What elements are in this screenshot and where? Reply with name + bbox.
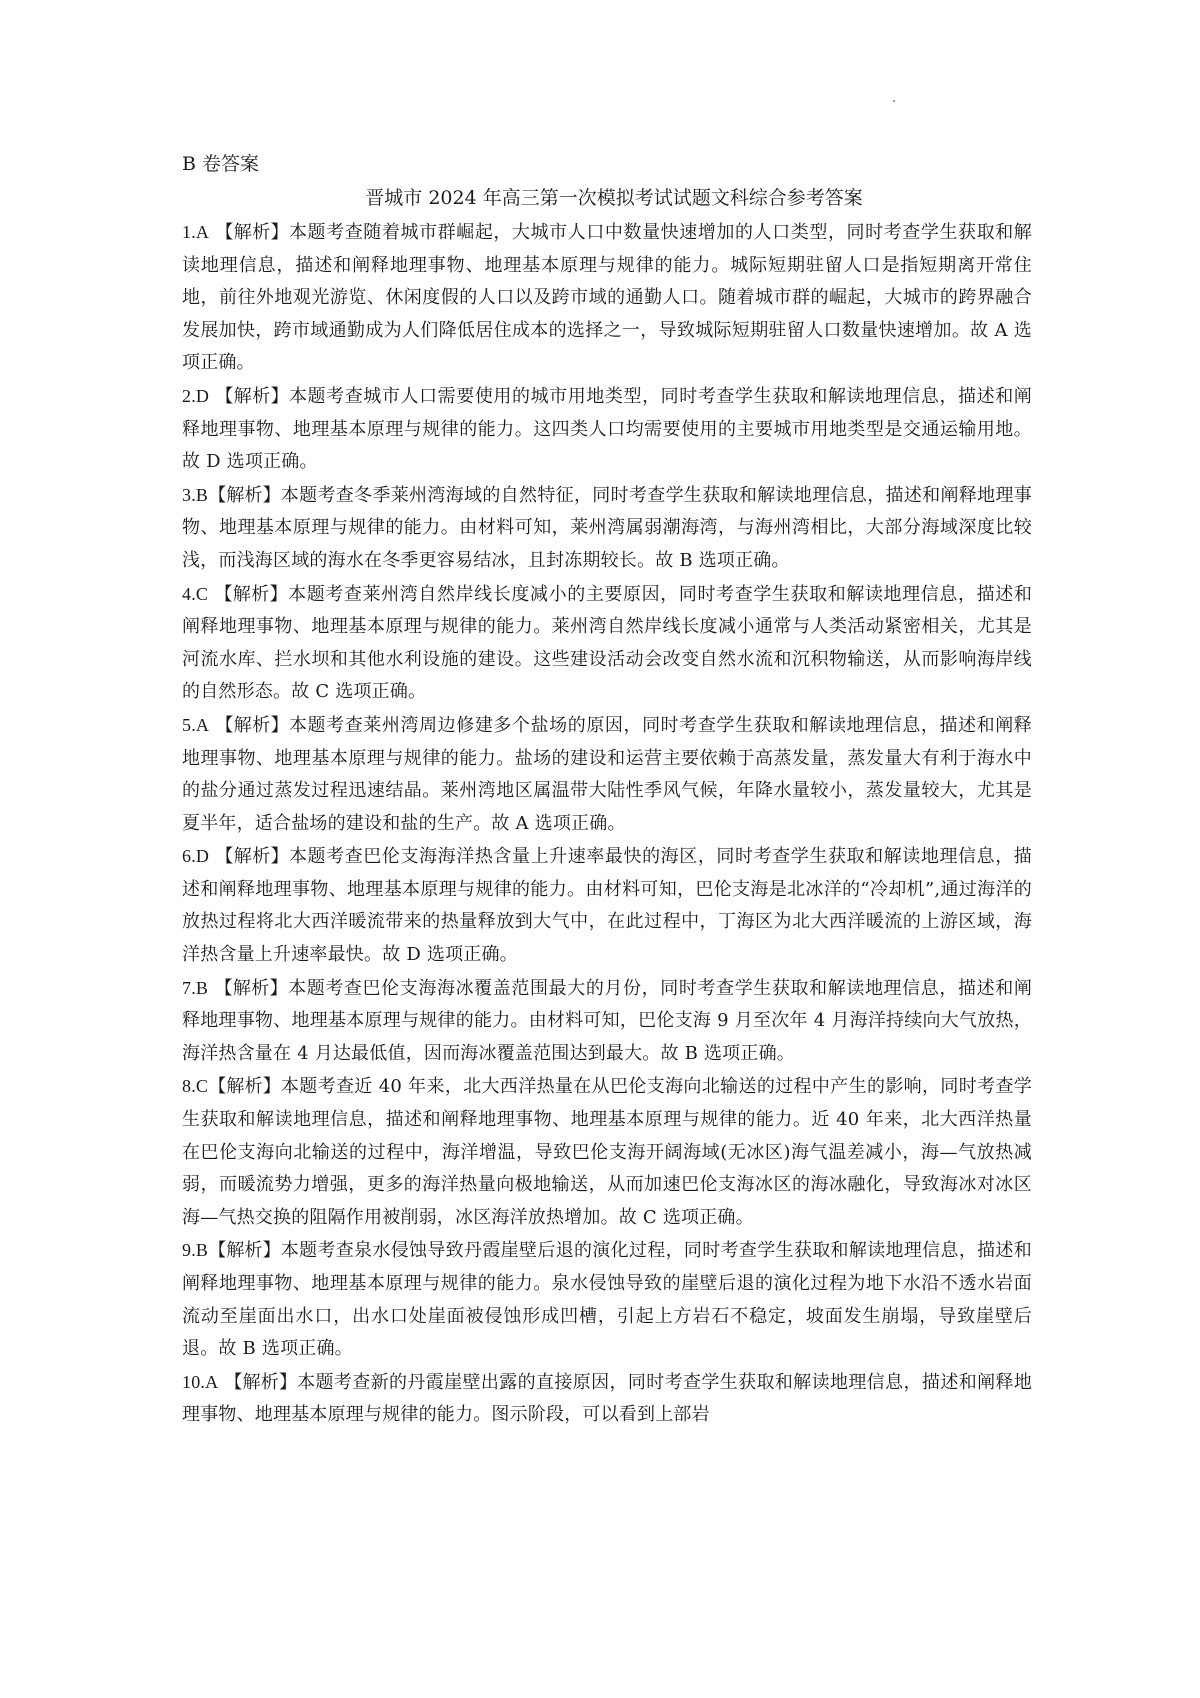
document-content — [182, 148, 1032, 1432]
analysis-tag: 【解析】 — [208, 484, 281, 506]
answer-item — [182, 578, 1032, 709]
answer-number: 1.A — [182, 222, 210, 242]
answer-text: 本题考查新的丹霞崖壁出露的直接原因，同时考查学生获取和解读地理信息，描述和阐释地理事物、地理基本原理与规律的能力。图示阶段，可以看到上部岩 — [182, 1371, 1033, 1426]
answer-text: 本题考查巴伦支海海冰覆盖范围最大的月份，同时考查学生获取和解读地理信息，描述和阐释地理事物、地理基本原理与规律的能力。由材料可知，巴伦支海 9 月至次年 4 月海洋持续向大气放热，海洋热含量在 4 月达最低值，因而海冰覆盖范围达到最大。故 B 选项正确。 — [182, 977, 1033, 1064]
answer-item — [182, 1070, 1032, 1234]
answer-item — [182, 840, 1032, 971]
answer-number: 2.D — [182, 385, 210, 406]
answer-item — [182, 216, 1032, 380]
answer-number: 6.D — [182, 846, 210, 867]
answer-number: 7.B — [182, 977, 209, 998]
analysis-tag: 【解析】 — [208, 1240, 281, 1262]
analysis-tag: 【解析】 — [208, 1076, 281, 1098]
volume-label: B 卷答案 — [182, 153, 260, 175]
answer-item — [182, 1366, 1032, 1432]
answer-text: 本题考查近 40 年来，北大西洋热量在从巴伦支海向北输送的过程中产生的影响，同时考查学生获取和解读地理信息，描述和阐释地理事物、地理基本原理与规律的能力。近 40 年来，北大西洋热量在巴伦支海向北输送的过程中，海洋增温，导致巴伦支海开阔海域(无冰区)海气温差减小，海—气放热减弱，而暖流势力增强，更多的海洋热量向极地输送，从而加速巴伦支海冰区的海冰融化，导致海冰对冰区海—气热交换的阻隔作用被削弱，冰区海洋放热增加。故 C 选项正确。 — [182, 1076, 1033, 1228]
analysis-tag: 【解析】 — [215, 222, 289, 243]
answer-text: 本题考查城市人口需要使用的城市用地类型，同时考查学生获取和解读地理信息，描述和阐释地理事物、地理基本原理与规律的能力。这四类人口均需要使用的主要城市用地类型是交通运输用地。故 D 选项正确。 — [182, 385, 1033, 473]
answer-item — [182, 972, 1032, 1071]
answer-number: 10.A — [182, 1371, 219, 1392]
answer-text: 本题考查冬季莱州湾海域的自然特征，同时考查学生获取和解读地理信息，描述和阐释地理事物、地理基本原理与规律的能力。由材料可知，莱州湾属弱潮海湾，与海州湾相比，大部分海域深度比较浅，而浅海区域的海水在冬季更容易结冰，且封冻期较长。故 B 选项正确。 — [182, 484, 1033, 571]
analysis-tag: 【解析】 — [215, 714, 289, 736]
answer-number: 4.C — [182, 583, 209, 604]
answer-number: 8.C — [182, 1076, 209, 1097]
analysis-tag: 【解析】 — [214, 977, 289, 999]
answer-text: 本题考查随着城市群崛起，大城市人口中数量快速增加的人口类型，同时考查学生获取和解读地理信息，描述和阐释地理事物、地理基本原理与规律的能力。城际短期驻留人口是指短期离开常住地，前往外地观光游览、休闲度假的人口以及跨市域的通勤人口。随着城市群的崛起，大城市的跨界融合发展加快，跨市域通勤成为人们降低居住成本的选择之一，导致城际短期驻留人口数量快速增加。故 A 选项正确。 — [182, 222, 1033, 374]
answer-text: 本题考查巴伦支海海洋热含量上升速率最快的海区，同时考查学生获取和解读地理信息，描述和阐释地理事物、地理基本原理与规律的能力。由材料可知，巴伦支海是北冰洋的“冷却机”,通过海洋的放热过程将北大西洋暖流带来的热量释放到大气中，在此过程中，丁海区为北大西洋暖流的上游区域，海洋热含量上升速率最快。故 D 选项正确。 — [182, 846, 1033, 966]
answer-item — [182, 479, 1032, 578]
document-title: 晋城市 2024 年高三第一次模拟考试试题文科综合参考答案 — [365, 187, 863, 209]
analysis-tag: 【解析】 — [214, 583, 289, 605]
answer-number: 9.B — [182, 1240, 209, 1261]
scan-speck — [893, 100, 895, 102]
answer-item — [182, 1234, 1032, 1365]
answer-number: 3.B — [182, 484, 209, 505]
answer-item — [182, 709, 1032, 840]
analysis-tag: 【解析】 — [215, 385, 289, 407]
analysis-tag: 【解析】 — [224, 1371, 298, 1393]
answer-text: 本题考查莱州湾周边修建多个盐场的原因，同时考查学生获取和解读地理信息，描述和阐释地理事物、地理基本原理与规律的能力。盐场的建设和运营主要依赖于高蒸发量，蒸发量大有利于海水中的盐分通过蒸发过程迅速结晶。莱州湾地区属温带大陆性季风气候，年降水量较小，蒸发量较大，尤其是夏半年，适合盐场的建设和盐的生产。故 A 选项正确。 — [182, 714, 1033, 834]
analysis-tag: 【解析】 — [215, 846, 289, 868]
answer-number: 5.A — [182, 714, 210, 735]
answer-item — [182, 380, 1032, 479]
answer-text: 本题考查泉水侵蚀导致丹霞崖壁后退的演化过程，同时考查学生获取和解读地理信息，描述和阐释地理事物、地理基本原理与规律的能力。泉水侵蚀导致的崖壁后退的演化过程为地下水沿不透水岩面流动至崖面出水口，出水口处崖面被侵蚀形成凹槽，引起上方岩石不稳定，坡面发生崩塌，导致崖壁后退。故 B 选项正确。 — [182, 1240, 1033, 1360]
answer-text: 本题考查莱州湾自然岸线长度减小的主要原因，同时考查学生获取和解读地理信息，描述和阐释地理事物、地理基本原理与规律的能力。莱州湾自然岸线长度减小通常与人类活动紧密相关，尤其是河流水库、拦水坝和其他水利设施的建设。这些建设活动会改变自然水流和沉积物输送，从而影响海岸线的自然形态。故 C 选项正确。 — [182, 583, 1033, 703]
answer-list — [182, 216, 1032, 1432]
